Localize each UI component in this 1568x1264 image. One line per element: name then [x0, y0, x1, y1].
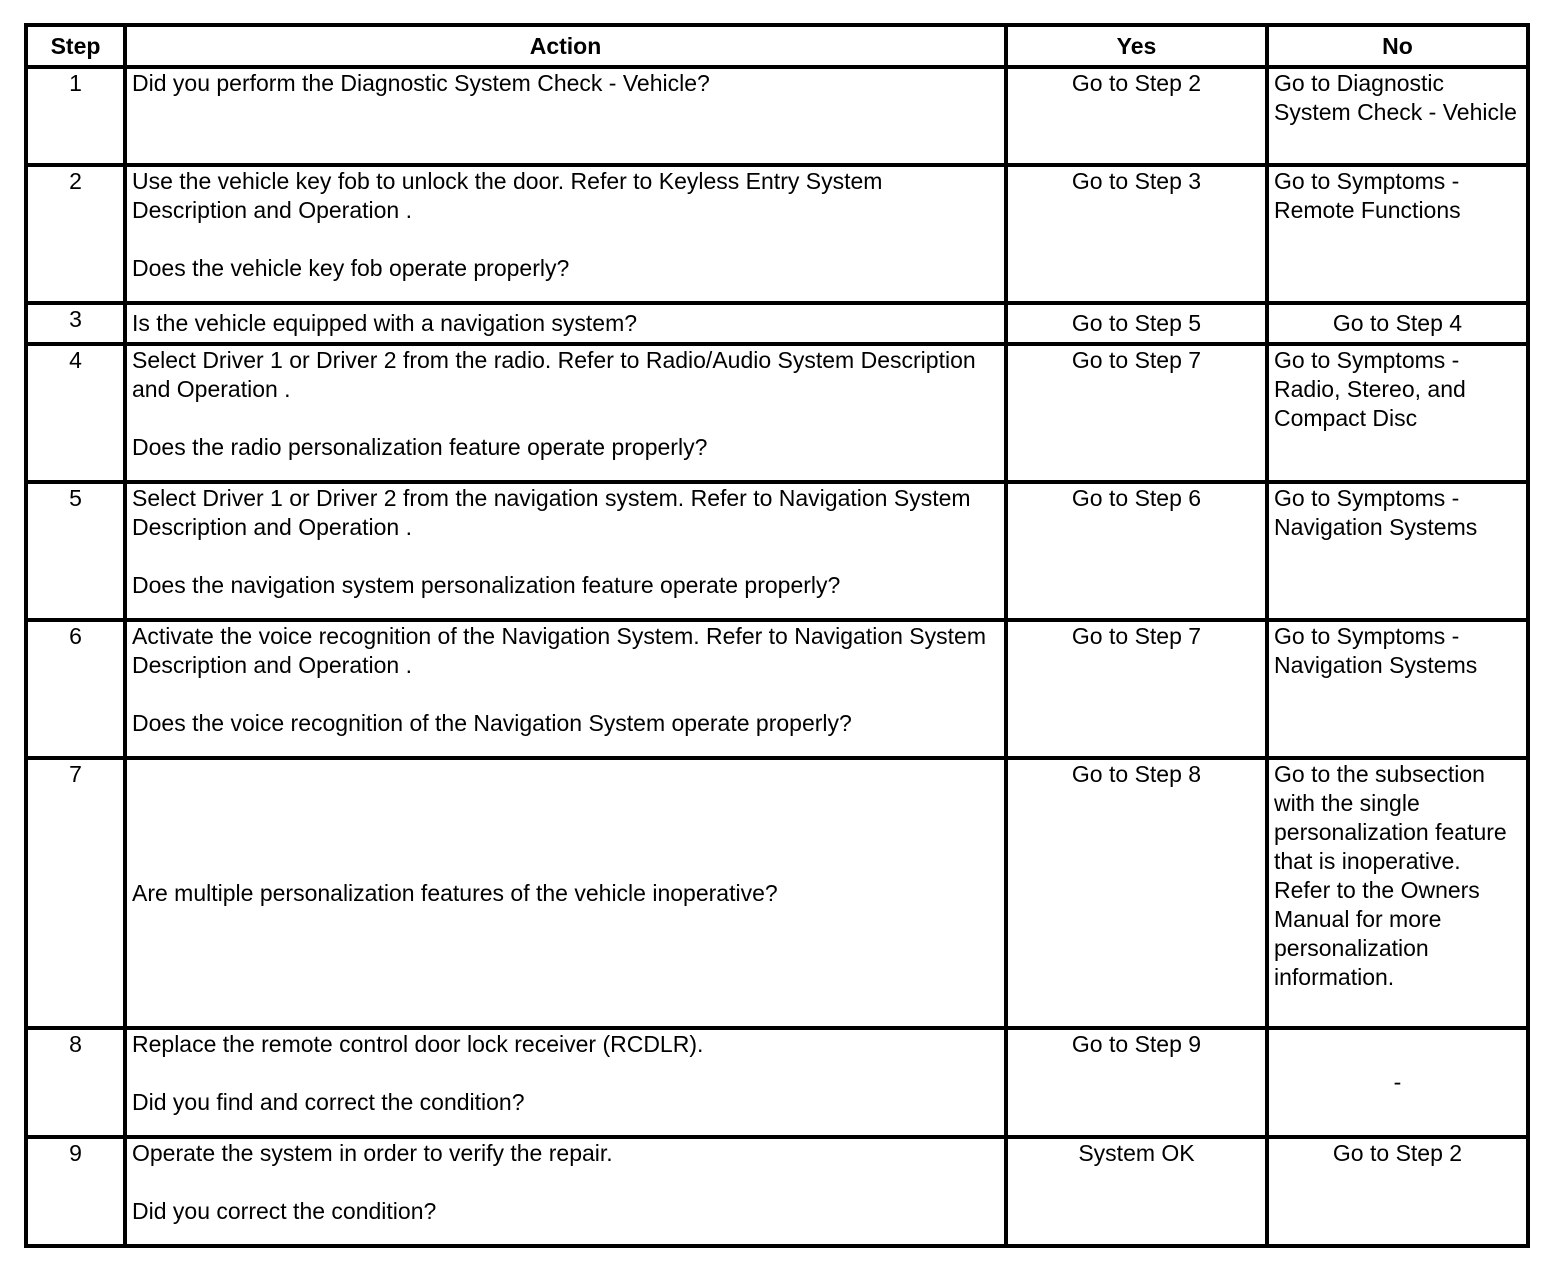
table-row — [26, 344, 1528, 482]
table-row — [26, 620, 1528, 758]
yes-cell: System OK — [1006, 1137, 1267, 1246]
yes-cell: Go to Step 8 — [1006, 758, 1267, 1028]
step-number: 5 — [26, 482, 125, 620]
action-cell — [125, 344, 1006, 482]
step-number: 7 — [26, 758, 125, 1028]
action-text: Are multiple personalization features of the vehicle inoperative? — [132, 879, 778, 906]
step-number: 3 — [26, 303, 125, 344]
action-cell — [125, 758, 1006, 1028]
step-number: 8 — [26, 1028, 125, 1137]
step-number: 1 — [26, 67, 125, 165]
yes-cell: Go to Step 2 — [1006, 67, 1267, 165]
table-row — [26, 165, 1528, 303]
no-cell: Go to Symptoms - Navigation Systems — [1267, 482, 1528, 620]
header-row — [26, 25, 1528, 67]
action-text: Activate the voice recognition of the Navigation System. Refer to Navigation System Description and Operation . — [132, 623, 986, 678]
action-question: Does the vehicle key fob operate properly? — [132, 255, 570, 281]
action-text: Select Driver 1 or Driver 2 from the radio. Refer to Radio/Audio System Description and Operation . — [132, 347, 976, 402]
action-text: Use the vehicle key fob to unlock the door. Refer to Keyless Entry System Description and Operation . — [132, 168, 883, 223]
action-cell — [125, 165, 1006, 303]
no-cell: Go to Symptoms - Radio, Stereo, and Compact Disc — [1267, 344, 1528, 482]
header-yes: Yes — [1006, 25, 1267, 67]
action-question: Does the voice recognition of the Navigation System operate properly? — [132, 710, 852, 736]
step-number: 4 — [26, 344, 125, 482]
yes-cell: Go to Step 3 — [1006, 165, 1267, 303]
action-cell — [125, 620, 1006, 758]
action-cell — [125, 1028, 1006, 1137]
no-cell: Go to Step 4 — [1267, 303, 1528, 344]
no-cell: Go to the subsection with the single personalization feature that is inoperative. Refer to the Owners Manual for more personalization information. — [1267, 758, 1528, 1028]
no-cell: Go to Symptoms - Navigation Systems — [1267, 620, 1528, 758]
header-step: Step — [26, 25, 125, 67]
yes-cell: Go to Step 7 — [1006, 344, 1267, 482]
yes-cell: Go to Step 5 — [1006, 303, 1267, 344]
table-row — [26, 1028, 1528, 1137]
table-row — [26, 482, 1528, 620]
action-cell — [125, 1137, 1006, 1246]
table-row — [26, 303, 1528, 344]
header-no: No — [1267, 25, 1528, 67]
diagnostic-table — [24, 23, 1530, 1248]
table-row — [26, 67, 1528, 165]
no-cell: Go to Symptoms - Remote Functions — [1267, 165, 1528, 303]
action-cell — [125, 303, 1006, 344]
no-cell: Go to Diagnostic System Check - Vehicle — [1267, 67, 1528, 165]
yes-cell: Go to Step 6 — [1006, 482, 1267, 620]
action-text: Select Driver 1 or Driver 2 from the navigation system. Refer to Navigation System Description and Operation . — [132, 485, 971, 540]
table-row — [26, 1137, 1528, 1246]
action-text: Replace the remote control door lock receiver (RCDLR). — [132, 1031, 704, 1057]
action-question: Did you find and correct the condition? — [132, 1089, 525, 1115]
action-question: Does the navigation system personalization feature operate properly? — [132, 572, 841, 598]
header-action: Action — [125, 25, 1006, 67]
action-question: Does the radio personalization feature operate properly? — [132, 434, 708, 460]
action-cell — [125, 67, 1006, 165]
table-row — [26, 758, 1528, 1028]
no-cell: - — [1267, 1028, 1528, 1137]
yes-cell: Go to Step 7 — [1006, 620, 1267, 758]
no-cell: Go to Step 2 — [1267, 1137, 1528, 1246]
step-number: 9 — [26, 1137, 125, 1246]
step-number: 2 — [26, 165, 125, 303]
action-text: Did you perform the Diagnostic System Check - Vehicle? — [132, 70, 710, 96]
yes-cell: Go to Step 9 — [1006, 1028, 1267, 1137]
action-text: Is the vehicle equipped with a navigation system? — [132, 310, 638, 336]
step-number: 6 — [26, 620, 125, 758]
action-question: Did you correct the condition? — [132, 1198, 437, 1224]
action-cell — [125, 482, 1006, 620]
action-text: Operate the system in order to verify the repair. — [132, 1140, 613, 1166]
